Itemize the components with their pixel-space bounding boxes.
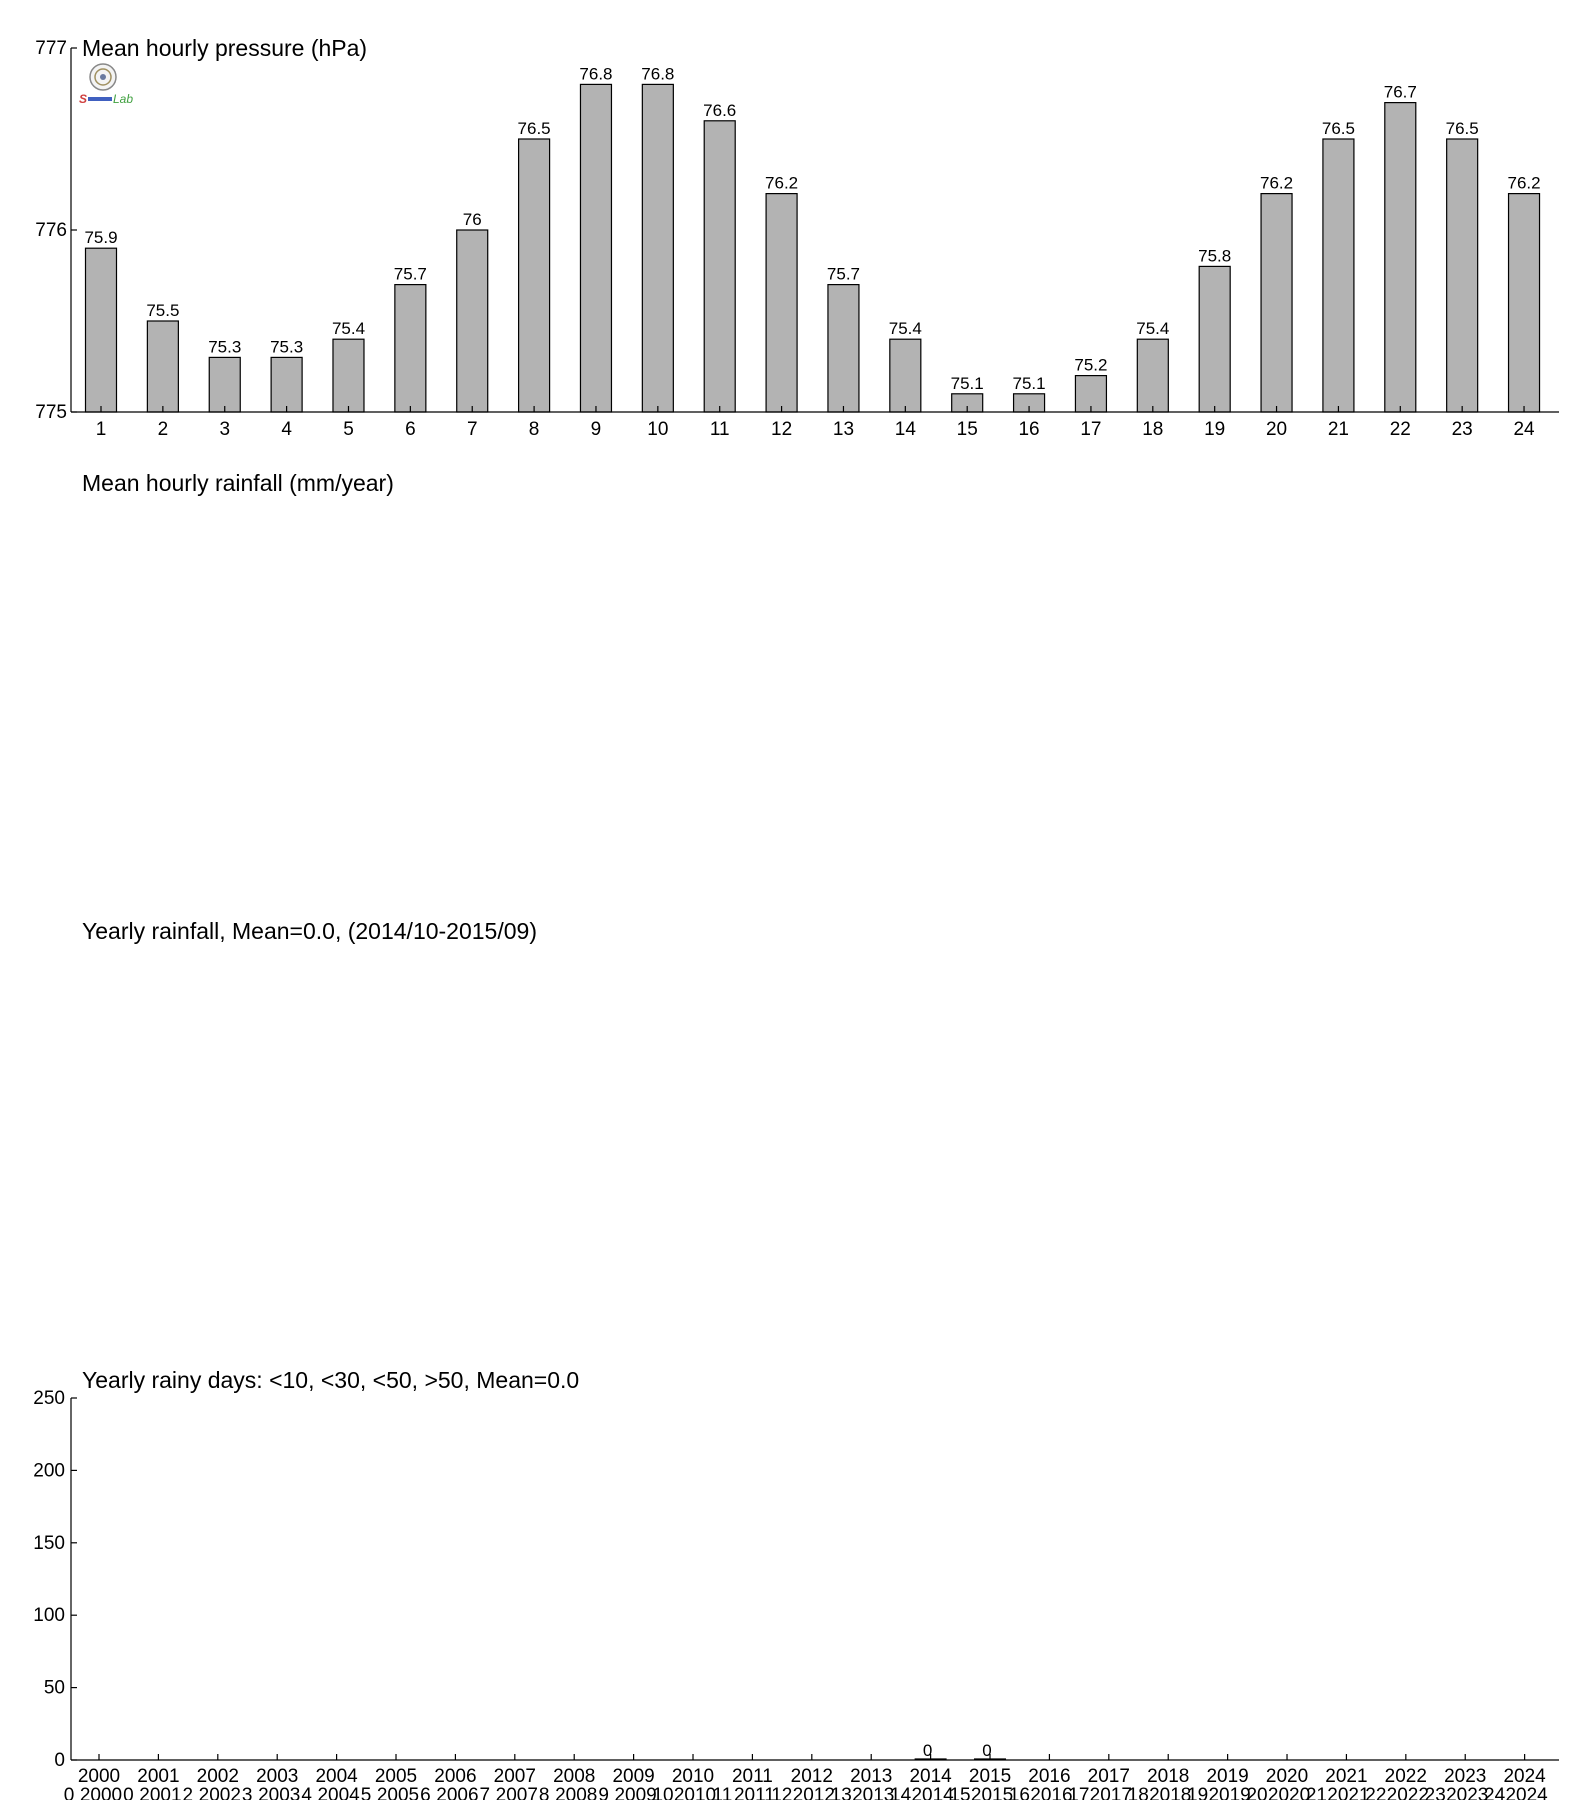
- rainy-days-x-tick-2005: 2005: [374, 1766, 418, 1787]
- rainy-days-row2-label-13: 2006: [436, 1785, 479, 1800]
- rainy-days-x-tick-2008: 2008: [553, 1766, 596, 1787]
- rainy-days-row2-label-6: 3: [241, 1785, 253, 1800]
- pressure-bar-22: [1385, 103, 1416, 412]
- pressure-data-label-24: 76.2: [1507, 173, 1541, 193]
- rainy-days-x-tick-2021: 2021: [1325, 1766, 1368, 1787]
- pressure-bar-21: [1323, 139, 1354, 412]
- rainy-days-row2-label-37: 2018: [1149, 1785, 1192, 1800]
- rainy-days-row2-label-46: 23: [1424, 1785, 1446, 1800]
- pressure-data-label-21: 76.5: [1321, 119, 1355, 138]
- rainy-days-row2-label-24: 12: [771, 1785, 793, 1800]
- pressure-data-label-18: 75.4: [1136, 319, 1170, 339]
- rainy-days-row2-label-12: 6: [420, 1785, 431, 1800]
- rainy-days-chart-title: Yearly rainy days: <10, <30, <50, >50, Mean=0.0: [82, 1367, 580, 1393]
- pressure-data-label-17: 75.2: [1074, 355, 1108, 375]
- pressure-x-tick-23: 23: [1451, 419, 1473, 440]
- rainy-days-x-tick-2022: 2022: [1384, 1766, 1427, 1787]
- rainy-days-row2-label-35: 2017: [1089, 1785, 1132, 1800]
- pressure-data-label-2: 75.5: [146, 301, 180, 320]
- pressure-data-label-5: 75.4: [331, 319, 366, 339]
- rainy-days-row2-label-2: 0: [123, 1785, 134, 1800]
- pressure-x-tick-19: 19: [1204, 419, 1226, 440]
- rainy-days-x-tick-2011: 2011: [731, 1766, 773, 1787]
- rainy-days-row2-label-9: 2004: [317, 1785, 360, 1800]
- rainy-days-y-tick-250: 250: [33, 1388, 65, 1409]
- pressure-data-label-19: 75.8: [1198, 246, 1232, 266]
- rainy-days-row2-label-25: 2012: [792, 1785, 835, 1800]
- pressure-x-tick-10: 10: [647, 419, 669, 440]
- rainy-days-row2-label-39: 2019: [1208, 1785, 1251, 1800]
- rainy-days-y-tick-100: 100: [33, 1605, 65, 1627]
- pressure-data-label-7: 76: [462, 210, 482, 229]
- pressure-bar-8: [519, 139, 550, 412]
- pressure-x-tick-9: 9: [590, 419, 602, 440]
- pressure-x-tick-5: 5: [343, 419, 354, 440]
- pressure-x-tick-17: 17: [1080, 419, 1102, 440]
- rainfall-hourly-chart-title: Mean hourly rainfall (mm/year): [82, 470, 394, 496]
- pressure-x-tick-14: 14: [894, 419, 916, 440]
- pressure-bar-6: [395, 285, 426, 412]
- rainy-days-row2-label-48: 24: [1484, 1785, 1506, 1800]
- pressure-x-tick-18: 18: [1142, 419, 1164, 440]
- pressure-y-tick-775: 775: [35, 402, 67, 423]
- rainy-days-row2-label-7: 2003: [258, 1785, 301, 1800]
- rainy-days-row2-label-31: 2015: [970, 1785, 1014, 1800]
- rainy-days-row2-label-14: 7: [479, 1785, 491, 1800]
- pressure-bar-14: [890, 339, 921, 412]
- pressure-x-tick-13: 13: [832, 419, 855, 440]
- pressure-bar-18: [1137, 339, 1168, 412]
- pressure-bar-24: [1509, 194, 1540, 412]
- pressure-bar-10: [642, 84, 673, 412]
- rainy-days-row2-label-15: 2007: [495, 1785, 538, 1800]
- pressure-x-tick-2: 2: [157, 419, 169, 440]
- pressure-bar-3: [209, 357, 240, 412]
- pressure-x-tick-1: 1: [95, 419, 107, 440]
- pressure-data-label-11: 76.6: [703, 100, 737, 120]
- svg-text:Lab: Lab: [113, 92, 134, 106]
- pressure-data-label-10: 76.8: [641, 64, 675, 84]
- pressure-bar-9: [580, 84, 611, 412]
- rainy-days-data-label-2014: 0: [922, 1741, 933, 1760]
- rainy-days-x-tick-2014: 2014: [909, 1766, 952, 1787]
- pressure-chart-title: Mean hourly pressure (hPa): [82, 35, 368, 61]
- rainy-days-x-tick-2001: 2001: [137, 1766, 180, 1787]
- pressure-x-tick-24: 24: [1513, 419, 1535, 440]
- rainy-days-row2-label-29: 2014: [911, 1785, 954, 1800]
- rainy-days-x-tick-2000: 2000: [77, 1766, 121, 1787]
- rainy-days-row2-label-22: 11: [712, 1785, 733, 1800]
- lab-logo: [79, 64, 133, 106]
- rainy-days-row2-label-1: 2000: [79, 1785, 123, 1800]
- pressure-data-label-15: 75.1: [950, 373, 984, 393]
- pressure-bar-1: [86, 248, 117, 412]
- rainy-days-x-tick-2015: 2015: [968, 1766, 1012, 1787]
- rainy-days-row2-label-41: 2020: [1267, 1785, 1311, 1800]
- rainy-days-row2-label-43: 2021: [1327, 1785, 1370, 1800]
- rainy-days-x-tick-2006: 2006: [434, 1766, 477, 1787]
- pressure-bar-23: [1447, 139, 1478, 412]
- rainy-days-row2-label-30: 15: [949, 1785, 971, 1800]
- rainy-days-x-tick-2013: 2013: [850, 1766, 893, 1787]
- rainy-days-y-tick-0: 0: [54, 1750, 65, 1771]
- pressure-bar-11: [704, 121, 735, 412]
- pressure-x-tick-8: 8: [528, 419, 540, 440]
- pressure-x-tick-20: 20: [1265, 419, 1288, 440]
- pressure-x-tick-22: 22: [1389, 419, 1411, 440]
- rainy-days-x-tick-2017: 2017: [1087, 1766, 1130, 1787]
- rainfall-yearly-chart-title: Yearly rainfall, Mean=0.0, (2014/10-2015/09): [82, 918, 537, 944]
- pressure-bar-5: [333, 339, 364, 412]
- pressure-x-tick-11: 11: [709, 419, 730, 440]
- rainy-days-row2-label-47: 2023: [1446, 1785, 1489, 1800]
- pressure-data-label-8: 76.5: [517, 119, 551, 138]
- rainy-days-x-tick-2004: 2004: [315, 1766, 358, 1787]
- rainy-days-row2-label-26: 13: [830, 1785, 852, 1800]
- rainy-days-x-tick-2019: 2019: [1206, 1766, 1249, 1787]
- pressure-bar-20: [1261, 194, 1292, 412]
- pressure-x-tick-6: 6: [405, 419, 416, 440]
- rainy-days-row2-label-18: 9: [598, 1785, 609, 1800]
- rainy-days-chart: [33, 1367, 1559, 1800]
- rainy-days-x-tick-2023: 2023: [1444, 1766, 1487, 1787]
- pressure-chart: [35, 35, 1559, 440]
- rainy-days-row2-label-34: 17: [1068, 1785, 1090, 1800]
- rainy-days-row2-label-33: 2016: [1030, 1785, 1073, 1800]
- rainy-days-row2-label-8: 4: [301, 1785, 312, 1800]
- rainy-days-data-label-2015: 0: [982, 1741, 992, 1760]
- pressure-data-label-22: 76.7: [1383, 82, 1417, 102]
- rainy-days-row2-label-45: 2022: [1386, 1785, 1429, 1800]
- pressure-data-label-1: 75.9: [84, 228, 118, 248]
- rainy-days-x-tick-2020: 2020: [1265, 1766, 1309, 1787]
- rainy-days-row2-label-17: 2008: [555, 1785, 598, 1800]
- rainy-days-row2-label-32: 16: [1008, 1785, 1030, 1800]
- pressure-data-label-20: 76.2: [1260, 173, 1294, 193]
- rainy-days-row2-label-28: 14: [890, 1785, 912, 1800]
- pressure-bar-7: [457, 230, 488, 412]
- rainy-days-row2-label-36: 18: [1127, 1785, 1149, 1800]
- pressure-bar-13: [828, 285, 859, 412]
- rainy-days-row2-label-11: 2005: [376, 1785, 420, 1800]
- pressure-x-tick-16: 16: [1018, 419, 1040, 440]
- rainy-days-row2-label-20: 10: [652, 1785, 674, 1800]
- rainy-days-y-tick-200: 200: [33, 1460, 65, 1482]
- rainy-days-x-tick-2012: 2012: [790, 1766, 833, 1787]
- rainy-days-row2-label-16: 8: [538, 1785, 550, 1800]
- rainy-days-row2-label-27: 2013: [852, 1785, 895, 1800]
- pressure-bar-4: [271, 357, 302, 412]
- rainy-days-x-tick-2018: 2018: [1147, 1766, 1190, 1787]
- pressure-data-label-12: 76.2: [765, 173, 799, 193]
- rainy-days-x-tick-2009: 2009: [612, 1766, 655, 1787]
- pressure-x-tick-21: 21: [1327, 419, 1349, 440]
- pressure-bar-2: [147, 321, 178, 412]
- rainy-days-row2-label-0: 0: [63, 1785, 75, 1800]
- rainy-days-y-tick-50: 50: [43, 1677, 65, 1699]
- pressure-x-tick-7: 7: [466, 419, 478, 440]
- rainy-days-row2-label-44: 22: [1365, 1785, 1387, 1800]
- pressure-data-label-6: 75.7: [393, 264, 427, 284]
- pressure-y-tick-776: 776: [35, 220, 67, 241]
- rainfall-yearly-chart: [82, 918, 537, 944]
- rainy-days-x-tick-2024: 2024: [1503, 1766, 1546, 1787]
- rainy-days-x-tick-2007: 2007: [493, 1766, 536, 1787]
- rainy-days-row2-label-3: 2001: [139, 1785, 182, 1800]
- pressure-x-tick-3: 3: [219, 419, 231, 440]
- pressure-data-label-13: 75.7: [826, 264, 861, 284]
- pressure-data-label-16: 75.1: [1012, 373, 1046, 393]
- pressure-bar-19: [1199, 266, 1230, 412]
- svg-text:S: S: [79, 92, 88, 106]
- pressure-x-tick-12: 12: [771, 419, 793, 440]
- pressure-bar-12: [766, 194, 797, 412]
- rainy-days-row2-label-19: 2009: [614, 1785, 657, 1800]
- rainfall-hourly-chart: [82, 470, 394, 496]
- rainy-days-row2-label-49: 2024: [1505, 1785, 1548, 1800]
- rainy-days-row2-label-40: 20: [1246, 1785, 1268, 1800]
- rainy-days-row2-label-21: 2010: [673, 1785, 717, 1800]
- pressure-data-label-3: 75.3: [208, 337, 242, 357]
- rainy-days-row2-label-38: 19: [1187, 1785, 1209, 1800]
- pressure-data-label-14: 75.4: [888, 319, 922, 339]
- rainy-days-row2-label-5: 2002: [198, 1785, 241, 1800]
- rainy-days-x-tick-2010: 2010: [671, 1766, 715, 1787]
- pressure-data-label-4: 75.3: [270, 337, 304, 357]
- rainy-days-x-tick-2002: 2002: [196, 1766, 239, 1787]
- rainy-days-x-tick-2016: 2016: [1028, 1766, 1071, 1787]
- rainy-days-y-tick-150: 150: [33, 1532, 65, 1554]
- rainy-days-x-tick-2003: 2003: [256, 1766, 299, 1787]
- pressure-y-tick-777: 777: [35, 38, 67, 59]
- rainy-days-row2-label-4: 2: [182, 1785, 194, 1800]
- pressure-x-tick-15: 15: [956, 419, 978, 440]
- pressure-x-tick-4: 4: [281, 419, 292, 440]
- rainy-days-row2-label-23: 2011: [733, 1785, 775, 1800]
- rainy-days-row2-label-10: 5: [360, 1785, 372, 1800]
- pressure-data-label-9: 76.8: [579, 64, 613, 84]
- rainy-days-row2-label-42: 21: [1305, 1785, 1327, 1800]
- pressure-data-label-23: 76.5: [1445, 119, 1479, 138]
